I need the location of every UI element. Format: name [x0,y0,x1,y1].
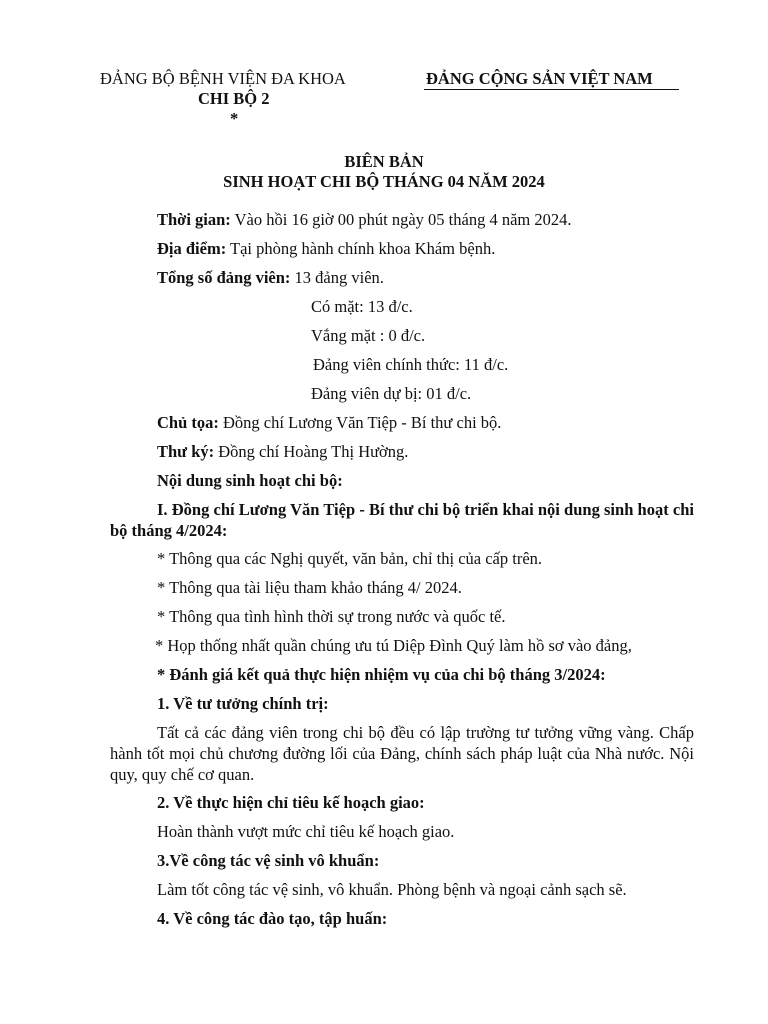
evaluation-heading: * Đánh giá kết quả thực hiện nhiệm vụ của chi bộ tháng 3/2024: [157,665,606,684]
section-1-heading [110,499,694,541]
secretary-line [157,442,408,462]
subsection-3-body: Làm tốt công tác vệ sinh, vô khuẩn. Phòng bệnh và ngoại cảnh sạch sẽ. [157,880,627,899]
time-value: Vào hồi 16 giờ 00 phút ngày 05 tháng 4 năm 2024. [230,210,572,229]
absent-count: Vắng mặt : 0 đ/c. [311,326,426,345]
subsection-1-heading: 1. Về tư tưởng chính trị: [157,694,329,713]
time-label: Thời gian: [157,210,231,229]
document-title: BIÊN BẢN [344,152,424,171]
chair-line [157,413,501,433]
section-1-heading-text: I. Đồng chí Lương Văn Tiệp - Bí thư chi bộ triển khai nội dung sinh hoạt chi bộ tháng 4/2024: [110,500,694,540]
header-underline [424,89,679,90]
present-count: Có mặt: 13 đ/c. [311,297,413,316]
probation-members-count: Đảng viên dự bị: 01 đ/c. [311,384,472,403]
subsection-2-body: Hoàn thành vượt mức chỉ tiêu kế hoạch giao. [157,822,455,841]
bullet-item: * Thông qua tình hình thời sự trong nước và quốc tế. [157,607,506,626]
bullet-item: * Thông qua các Nghị quyết, văn bản, chỉ thị của cấp trên. [157,549,543,568]
total-members-label: Tổng số đảng viên: [157,268,291,287]
place-line [157,239,495,259]
document-subtitle: SINH HOẠT CHI BỘ THÁNG 04 NĂM 2024 [223,172,545,191]
content-heading: Nội dung sinh hoạt chi bộ: [157,471,343,490]
bullet-item: * Họp thống nhất quần chúng ưu tú Diệp Đình Quý làm hồ sơ vào đảng, [155,636,632,655]
place-value: Tại phòng hành chính khoa Khám bệnh. [226,239,496,258]
subsection-1-body-text: Tất cả các đảng viên trong chi bộ đều có lập trường tư tưởng vững vàng. Chấp hành tốt mọi chủ chương đường lối của Đảng, chính sách pháp luật của Nhà nước. Nội quy, quy chế cơ quan. [110,723,694,784]
subsection-4-heading: 4. Về công tác đào tạo, tập huấn: [157,909,388,928]
total-members-line [157,268,384,288]
party-cell-name: CHI BỘ 2 [198,89,270,108]
chair-value: Đồng chí Lương Văn Tiệp - Bí thư chi bộ. [218,413,502,432]
time-line [157,210,571,230]
subsection-1-body [110,722,694,785]
subsection-2-heading: 2. Về thực hiện chỉ tiêu kế hoạch giao: [157,793,425,812]
party-committee-name: ĐẢNG BỘ BỆNH VIỆN ĐA KHOA [100,69,346,88]
secretary-value: Đồng chí Hoàng Thị Hường. [214,442,409,461]
official-members-count: Đảng viên chính thức: 11 đ/c. [313,355,509,374]
bullet-item: * Thông qua tài liệu tham khảo tháng 4/ 2024. [157,578,462,597]
secretary-label: Thư ký: [157,442,215,461]
national-party-name: ĐẢNG CỘNG SẢN VIỆT NAM [426,69,653,88]
place-label: Địa điểm: [157,239,227,258]
total-members-value: 13 đảng viên. [290,268,384,287]
chair-label: Chủ tọa: [157,413,219,432]
header-star: * [230,109,239,128]
subsection-3-heading: 3.Về công tác vệ sinh vô khuẩn: [157,851,380,870]
